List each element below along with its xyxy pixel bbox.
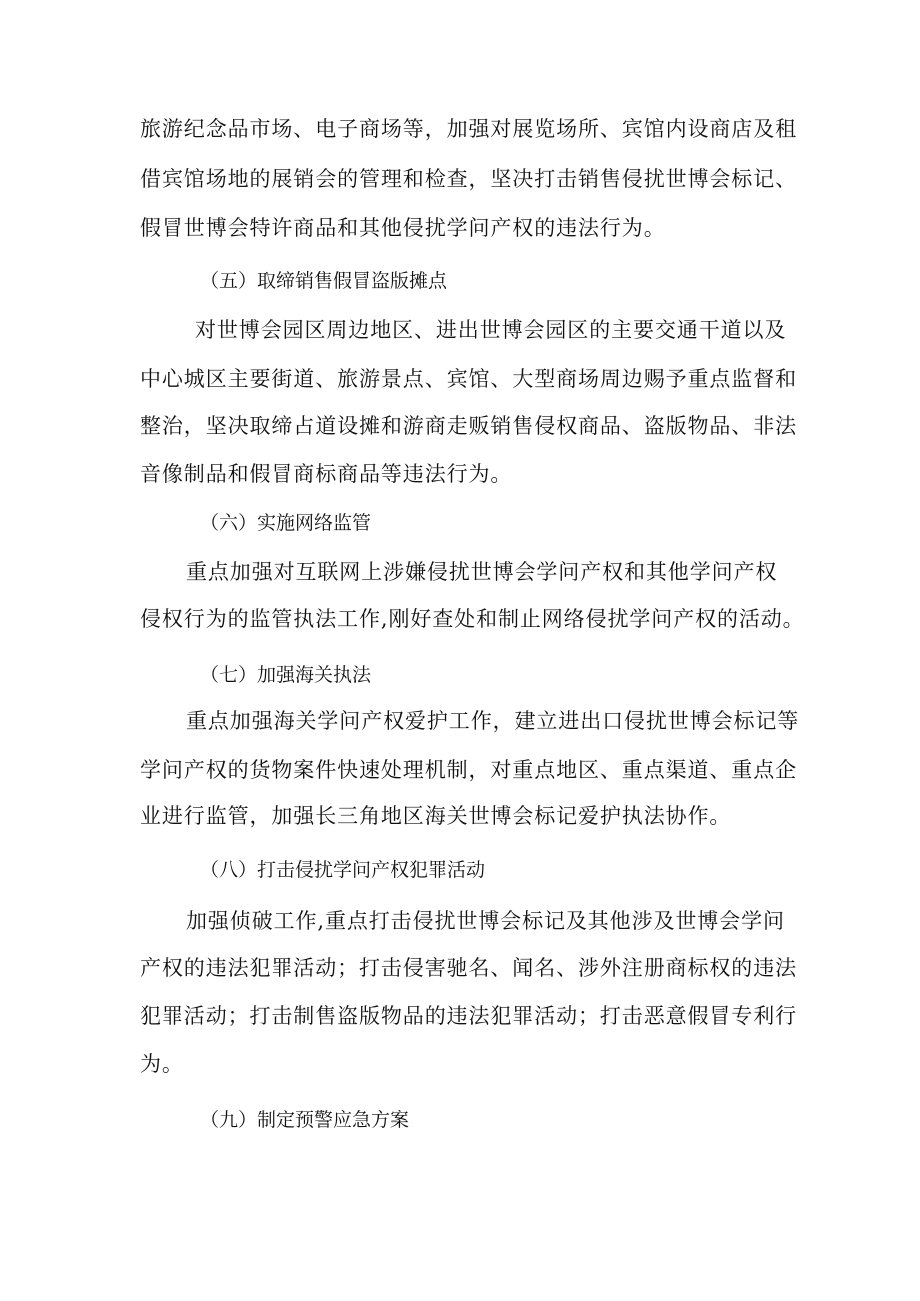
paragraph-line: 学问产权的货物案件快速处理机制，对重点地区、重点渠道、重点企 [140,758,797,782]
paragraph-line: 侵权行为的监管执法工作,刚好查处和制止网络侵扰学问产权的活动。 [140,607,805,631]
paragraph-line: 业进行监管，加强长三角地区海关世博会标记爱护执法协作。 [140,804,732,828]
section-heading-7: （七）加强海关执法 [200,664,372,686]
paragraph-line: 为。 [140,1052,184,1076]
section-heading-9: （九）制定预警应急方案 [200,1109,410,1131]
paragraph-line: 整治，坚决取缔占道设摊和游商走贩销售侵权商品、盗版物品、非法 [140,414,797,438]
paragraph-line: 犯罪活动；打击制售盗版物品的违法犯罪活动；打击恶意假冒专利行 [140,1004,797,1028]
paragraph-line: 产权的违法犯罪活动；打击侵害驰名、闻名、涉外注册商标权的违法 [140,956,797,980]
section-heading-5: （五）取缔销售假冒盗版摊点 [200,270,448,292]
section-heading-8: （八）打击侵扰学问产权犯罪活动 [200,859,486,881]
paragraph-line: 重点加强对互联网上涉嫌侵扰世博会学问产权和其他学问产权 [186,560,778,584]
paragraph-line: 重点加强海关学问产权爱护工作，建立进出口侵扰世博会标记等 [186,709,800,733]
paragraph-line: 假冒世博会特许商品和其他侵扰学问产权的违法行为。 [140,216,666,240]
paragraph-line: 借宾馆场地的展销会的管理和检查，坚决打击销售侵扰世博会标记、 [140,167,797,191]
paragraph-line: 中心城区主要街道、旅游景点、宾馆、大型商场周边赐予重点监督和 [140,367,797,391]
paragraph-line: 对世博会园区周边地区、进出世博会园区的主要交通干道以及 [195,318,787,342]
paragraph-line: 旅游纪念品市场、电子商场等，加强对展览场所、宾馆内设商店及租 [140,117,797,141]
paragraph-line: 加强侦破工作,重点打击侵扰世博会标记及其他涉及世博会学问 [186,909,785,933]
section-heading-6: （六）实施网络监管 [200,512,372,534]
paragraph-line: 音像制品和假冒商标商品等违法行为。 [140,462,513,486]
